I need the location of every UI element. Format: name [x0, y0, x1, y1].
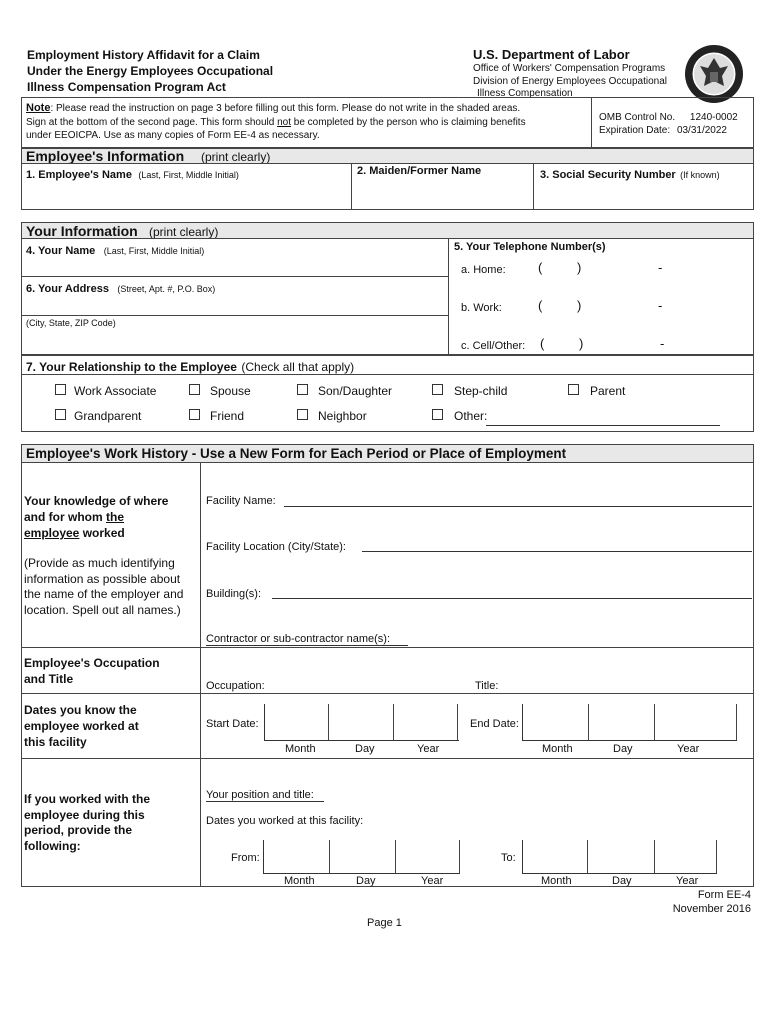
dates-heading-line: Dates you know the — [24, 703, 137, 717]
start-date-label: Start Date: — [206, 718, 259, 730]
your-name-field[interactable] — [26, 241, 204, 259]
office-line: Illness Compensation — [477, 88, 573, 99]
your-info-header — [21, 222, 754, 239]
to-year-label: Year — [676, 875, 699, 887]
expiration-value: 03/31/2022 — [676, 125, 727, 136]
form-number: Form EE-4 — [697, 889, 751, 901]
employee-name-field[interactable] — [26, 165, 239, 183]
section-heading: Employee's Work History - Use a New Form for Each Period or Place of Employment — [26, 446, 567, 461]
checkbox-label: Friend — [210, 409, 245, 423]
contractor-input[interactable] — [206, 645, 408, 646]
to-date-input[interactable] — [522, 840, 717, 874]
worked-with-line: employee during this — [24, 807, 145, 822]
end-date-label: End Date: — [470, 718, 519, 730]
provide-instructions — [24, 556, 183, 618]
note-text — [26, 102, 588, 143]
phone-cell-label: c. Cell/Other: — [461, 340, 526, 352]
phone-cell-dash: - — [660, 336, 665, 351]
checkbox-label: Grandparent — [74, 409, 142, 423]
provide-line: location. Spell out all names.) — [24, 602, 181, 617]
work-history-header — [21, 444, 754, 463]
occupation-label[interactable]: Occupation: — [206, 680, 265, 692]
telephone-heading: 5. Your Telephone Number(s) — [454, 241, 606, 253]
expiration-label: Expiration Date: — [599, 125, 671, 136]
knowledge-emphasis: the — [106, 510, 124, 524]
form-title-line: Illness Compensation Program Act — [27, 80, 226, 94]
checkbox-grandparent[interactable] — [55, 409, 66, 420]
facility-name-label: Facility Name: — [206, 495, 276, 507]
start-month-label: Month — [285, 743, 316, 755]
to-label: To: — [501, 852, 516, 864]
end-month-label: Month — [542, 743, 573, 755]
note-line: : Please read the instruction on page 3 before filling out this form. Please do not write in the shaded areas. — [50, 103, 521, 114]
occupation-heading-line: Employee's Occupation — [24, 656, 160, 670]
knowledge-emphasis: employee — [24, 526, 80, 540]
buildings-input[interactable] — [272, 598, 752, 599]
checkbox-step-child[interactable] — [432, 384, 443, 395]
field-label: 7. Your Relationship to the Employee — [26, 360, 237, 374]
phone-work-area-close: ) — [577, 298, 582, 313]
checkbox-label: Work Associate — [74, 384, 157, 398]
field-label: 6. Your Address — [26, 283, 109, 295]
end-day-label: Day — [613, 743, 633, 755]
provide-line: (Provide as much identifying — [24, 556, 175, 570]
form-title — [27, 47, 273, 95]
section-heading: Employee's Information — [26, 148, 185, 164]
worked-with-line: If you worked with the — [24, 792, 151, 806]
phone-work-input[interactable] — [548, 300, 738, 314]
checkbox-parent[interactable] — [568, 384, 579, 395]
form-date: November 2016 — [672, 903, 751, 915]
worked-with-line: following: — [24, 838, 81, 853]
dates-heading — [24, 702, 139, 750]
field-hint: (Last, First, Middle Initial) — [103, 246, 205, 256]
note-line: be completed by the person who is claiming benefits — [291, 116, 526, 128]
note-label: Note — [26, 102, 51, 114]
from-day-label: Day — [356, 875, 376, 887]
employee-info-header — [21, 148, 754, 164]
checkbox-label: Son/Daughter — [318, 384, 393, 398]
form-title-line: Employment History Affidavit for a Claim — [27, 48, 260, 62]
phone-work-dash: - — [658, 298, 663, 313]
facility-location-label: Facility Location (City/State): — [206, 541, 346, 553]
buildings-label: Building(s): — [206, 588, 262, 600]
occupation-heading — [24, 655, 160, 687]
knowledge-line: worked — [79, 526, 125, 540]
phone-work-label: b. Work: — [461, 302, 502, 314]
field-hint: (Check all that apply) — [241, 360, 355, 374]
checkbox-son-daughter[interactable] — [297, 384, 308, 395]
start-date-input[interactable] — [264, 704, 459, 741]
form-footer — [673, 888, 751, 916]
field-hint: (If known) — [680, 170, 720, 180]
worked-with-heading — [24, 792, 150, 854]
dates-heading-line: this facility — [24, 735, 87, 749]
checkbox-spouse[interactable] — [189, 384, 200, 395]
end-date-input[interactable] — [522, 704, 737, 741]
checkbox-other[interactable] — [432, 409, 443, 420]
relationship-heading — [26, 358, 354, 376]
phone-home-dash: - — [658, 260, 663, 275]
facility-location-input[interactable] — [362, 551, 752, 552]
page-number: Page 1 — [367, 917, 402, 929]
knowledge-line: and for whom — [24, 510, 106, 524]
worked-with-line: period, provide the — [24, 823, 133, 837]
phone-work-area-open: ( — [538, 298, 543, 313]
occupation-heading-line: and Title — [24, 672, 74, 686]
field-hint: (Last, First, Middle Initial) — [138, 170, 239, 180]
provide-line: the name of the employer and — [24, 587, 184, 601]
phone-cell-area-close: ) — [579, 336, 584, 351]
office-line: Office of Workers' Compensation Programs — [473, 63, 666, 74]
position-title-input[interactable] — [206, 801, 324, 802]
note-line: under EEOICPA. Use as many copies of Form EE-4 as necessary. — [26, 130, 320, 141]
end-year-label: Year — [677, 743, 700, 755]
other-relationship-input[interactable] — [486, 425, 720, 426]
checkbox-label: Spouse — [210, 384, 251, 398]
omb-label: OMB Control No. — [599, 112, 676, 123]
checkbox-work-associate[interactable] — [55, 384, 66, 395]
from-month-label: Month — [284, 875, 315, 887]
omb-block — [599, 111, 738, 137]
section-heading: Your Information — [26, 223, 138, 239]
start-day-label: Day — [355, 743, 375, 755]
field-label: 3. Social Security Number — [540, 169, 676, 181]
facility-name-input[interactable] — [284, 506, 752, 507]
office-name — [473, 63, 667, 101]
note-emphasis: not — [277, 116, 291, 128]
contractor-label: Contractor or sub-contractor name(s): — [206, 633, 391, 645]
note-line: Sign at the bottom of the second page. This form should — [26, 116, 278, 128]
phone-cell-input[interactable] — [548, 338, 738, 352]
to-day-label: Day — [612, 875, 632, 887]
from-year-label: Year — [421, 875, 444, 887]
position-title-label: Your position and title: — [206, 789, 314, 801]
your-address-field[interactable] — [26, 279, 215, 297]
dates-heading-line: employee worked at — [24, 719, 139, 733]
title-label[interactable]: Title: — [475, 680, 499, 692]
field-label: 4. Your Name — [26, 245, 96, 257]
from-label: From: — [231, 852, 260, 864]
form-title-line: Under the Energy Employees Occupational — [27, 64, 274, 78]
city-state-zip-field[interactable]: (City, State, ZIP Code) — [26, 318, 116, 328]
checkbox-neighbor[interactable] — [297, 409, 308, 420]
phone-home-area-open: ( — [538, 260, 543, 275]
provide-line: information as possible about — [24, 571, 181, 586]
phone-cell-area-open: ( — [540, 336, 545, 351]
checkbox-label: Parent — [590, 384, 626, 398]
knowledge-heading — [24, 493, 168, 541]
section-heading-note: (print clearly) — [149, 225, 219, 239]
checkbox-label: Neighbor — [318, 409, 367, 423]
phone-home-area-close: ) — [577, 260, 582, 275]
to-month-label: Month — [541, 875, 572, 887]
knowledge-line: Your knowledge of where — [24, 494, 169, 508]
dates-worked-label: Dates you worked at this facility: — [206, 815, 364, 827]
from-date-input[interactable] — [263, 840, 460, 874]
maiden-name-field[interactable]: 2. Maiden/Former Name — [357, 165, 482, 177]
phone-home-input[interactable] — [548, 262, 738, 276]
ssn-field[interactable] — [540, 165, 720, 183]
office-line: Division of Energy Employees Occupational — [473, 75, 667, 87]
field-label: 1. Employee's Name — [26, 169, 132, 181]
phone-home-label: a. Home: — [461, 264, 506, 276]
omb-value: 1240-0002 — [689, 112, 738, 123]
field-hint: (Street, Apt. #, P.O. Box) — [117, 284, 216, 294]
dol-seal-logo — [684, 44, 744, 104]
checkbox-label: Step-child — [454, 384, 508, 398]
start-year-label: Year — [417, 743, 440, 755]
department-name: U.S. Department of Labor — [473, 47, 630, 62]
checkbox-label: Other: — [454, 409, 488, 423]
checkbox-friend[interactable] — [189, 409, 200, 420]
section-heading-note: (print clearly) — [201, 150, 271, 164]
